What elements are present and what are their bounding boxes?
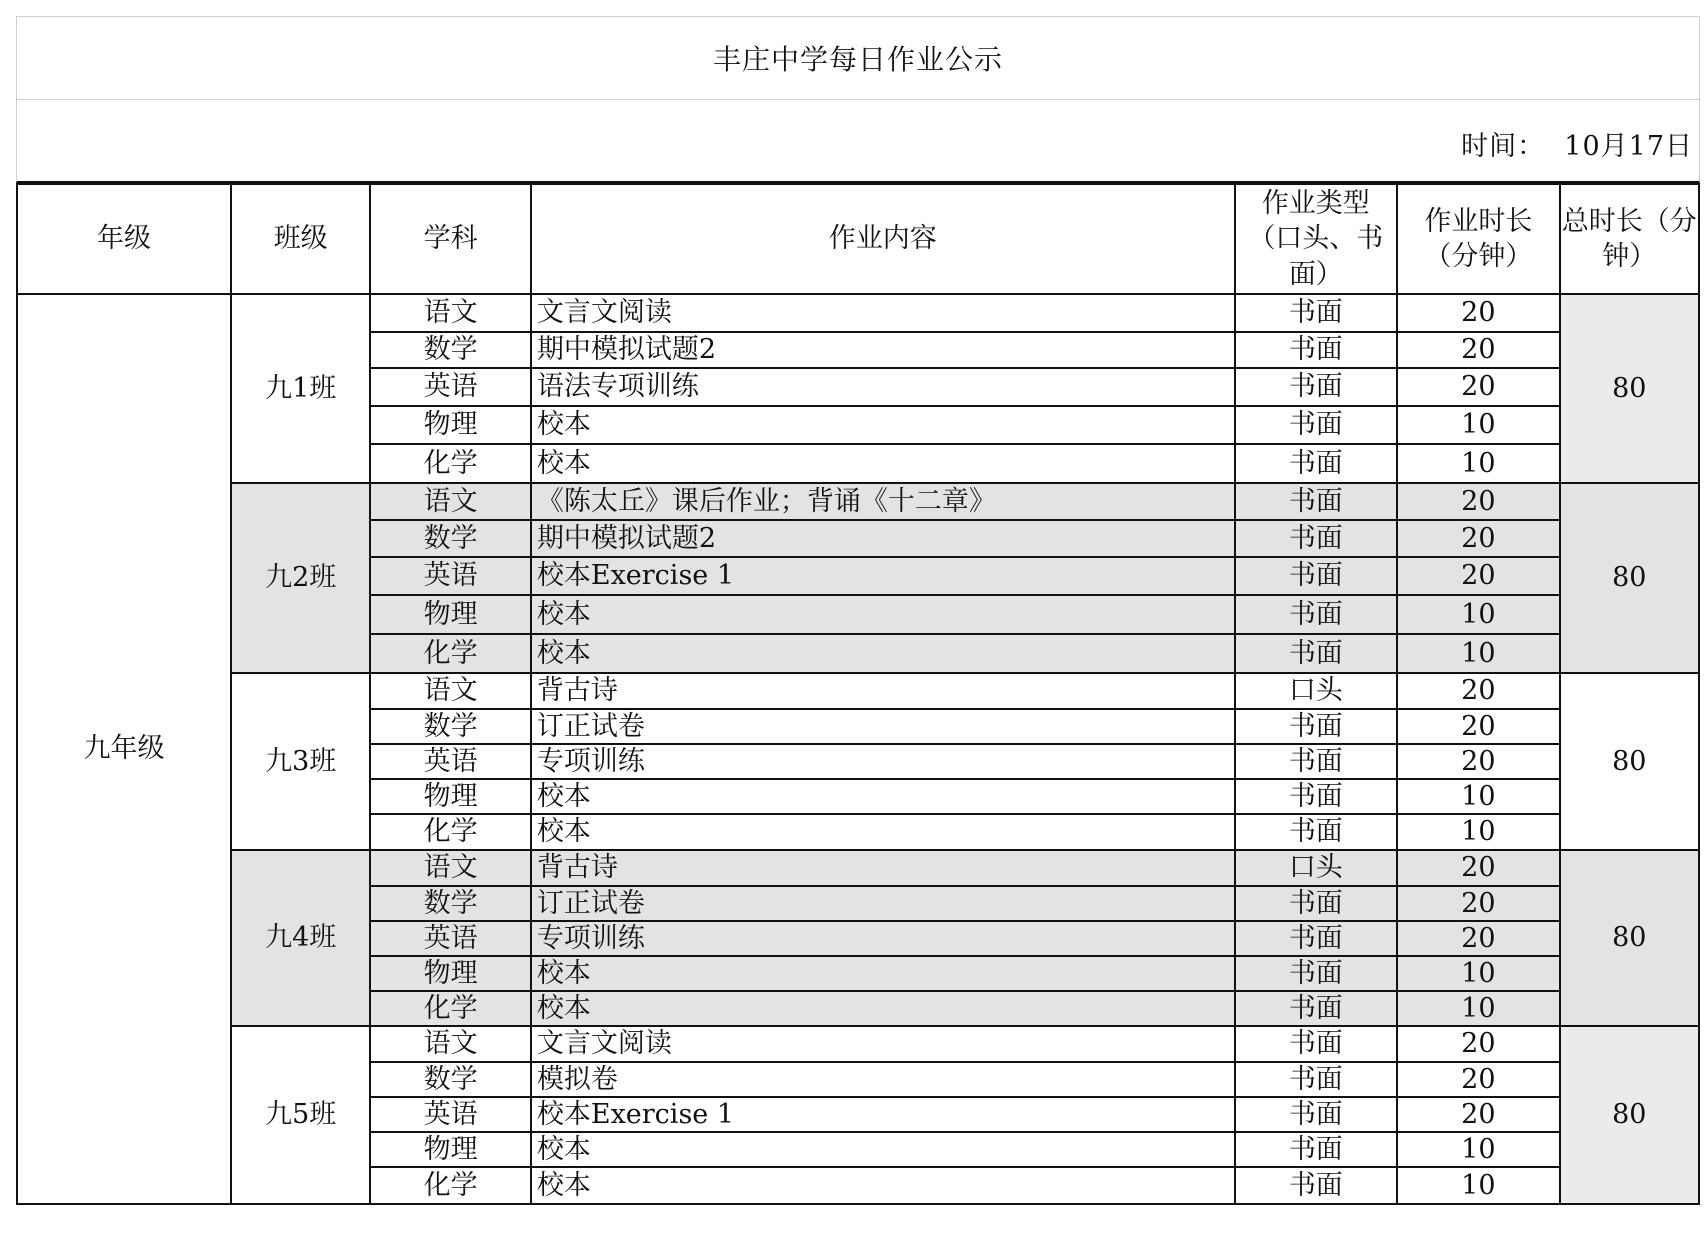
minutes-cell: 20	[1397, 1097, 1560, 1132]
content-cell: 校本	[531, 1132, 1235, 1167]
subject-cell: 语文	[370, 673, 531, 709]
type-cell: 书面	[1235, 483, 1398, 520]
class-name-cell: 九4班	[231, 850, 370, 1026]
subject-cell: 物理	[370, 779, 531, 814]
type-cell: 书面	[1235, 332, 1398, 368]
content-cell: 订正试卷	[531, 886, 1235, 921]
subject-cell: 数学	[370, 332, 531, 368]
class-total-cell: 80	[1560, 850, 1699, 1026]
header-type: 作业类型（口头、书面）	[1235, 184, 1398, 294]
date-display	[1461, 124, 1693, 163]
content-cell: 校本Exercise 1	[531, 557, 1235, 595]
table-row	[17, 673, 1699, 709]
content-cell: 背古诗	[531, 673, 1235, 709]
minutes-cell: 10	[1397, 595, 1560, 634]
date-row	[16, 100, 1700, 183]
subject-cell: 化学	[370, 991, 531, 1026]
header-class: 班级	[231, 184, 370, 294]
minutes-cell: 10	[1397, 1132, 1560, 1167]
subject-cell: 英语	[370, 744, 531, 779]
content-cell: 语法专项训练	[531, 368, 1235, 406]
type-cell: 书面	[1235, 1167, 1398, 1204]
type-cell: 书面	[1235, 1097, 1398, 1132]
content-cell: 校本	[531, 444, 1235, 483]
minutes-cell: 20	[1397, 921, 1560, 956]
content-cell: 校本	[531, 779, 1235, 814]
class-name-cell: 九2班	[231, 483, 370, 673]
table-row	[17, 294, 1699, 332]
minutes-cell: 10	[1397, 991, 1560, 1026]
subject-cell: 化学	[370, 814, 531, 850]
content-cell: 期中模拟试题2	[531, 520, 1235, 557]
grade-cell: 九年级	[17, 294, 231, 1204]
type-cell: 书面	[1235, 444, 1398, 483]
type-cell: 书面	[1235, 595, 1398, 634]
homework-table	[16, 183, 1700, 1205]
subject-cell: 英语	[370, 1097, 531, 1132]
class-total-cell: 80	[1560, 1026, 1699, 1204]
subject-cell: 物理	[370, 406, 531, 444]
minutes-cell: 10	[1397, 814, 1560, 850]
minutes-cell: 10	[1397, 956, 1560, 991]
type-cell: 书面	[1235, 1062, 1398, 1097]
type-cell: 口头	[1235, 850, 1398, 886]
homework-sheet	[16, 16, 1700, 1205]
date-value: 10月17日	[1564, 131, 1693, 162]
subject-cell: 语文	[370, 850, 531, 886]
minutes-cell: 20	[1397, 886, 1560, 921]
header-row	[17, 184, 1699, 294]
minutes-cell: 20	[1397, 557, 1560, 595]
header-subject: 学科	[370, 184, 531, 294]
content-cell: 订正试卷	[531, 709, 1235, 744]
subject-cell: 数学	[370, 1062, 531, 1097]
subject-cell: 物理	[370, 595, 531, 634]
minutes-cell: 20	[1397, 673, 1560, 709]
subject-cell: 英语	[370, 921, 531, 956]
content-cell: 校本	[531, 406, 1235, 444]
sheet-title: 丰庄中学每日作业公示	[712, 43, 1003, 76]
content-cell: 校本	[531, 814, 1235, 850]
minutes-cell: 20	[1397, 1026, 1560, 1062]
content-cell: 校本Exercise 1	[531, 1097, 1235, 1132]
subject-cell: 物理	[370, 956, 531, 991]
class-total-cell: 80	[1560, 294, 1699, 483]
content-cell: 校本	[531, 595, 1235, 634]
title-row	[16, 16, 1700, 100]
minutes-cell: 20	[1397, 483, 1560, 520]
subject-cell: 数学	[370, 520, 531, 557]
type-cell: 书面	[1235, 886, 1398, 921]
date-label: 时间：	[1461, 131, 1546, 162]
table-row	[17, 850, 1699, 886]
minutes-cell: 10	[1397, 1167, 1560, 1204]
table-row	[17, 483, 1699, 520]
content-cell: 期中模拟试题2	[531, 332, 1235, 368]
type-cell: 书面	[1235, 779, 1398, 814]
minutes-cell: 20	[1397, 744, 1560, 779]
type-cell: 书面	[1235, 1026, 1398, 1062]
content-cell: 校本	[531, 634, 1235, 673]
type-cell: 书面	[1235, 921, 1398, 956]
minutes-cell: 20	[1397, 332, 1560, 368]
type-cell: 书面	[1235, 368, 1398, 406]
minutes-cell: 20	[1397, 1062, 1560, 1097]
class-name-cell: 九3班	[231, 673, 370, 850]
minutes-cell: 20	[1397, 709, 1560, 744]
type-cell: 口头	[1235, 673, 1398, 709]
type-cell: 书面	[1235, 634, 1398, 673]
type-cell: 书面	[1235, 520, 1398, 557]
minutes-cell: 20	[1397, 294, 1560, 332]
subject-cell: 化学	[370, 444, 531, 483]
header-total: 总时长（分钟）	[1560, 184, 1699, 294]
content-cell: 专项训练	[531, 921, 1235, 956]
subject-cell: 数学	[370, 709, 531, 744]
subject-cell: 化学	[370, 634, 531, 673]
minutes-cell: 20	[1397, 368, 1560, 406]
content-cell: 校本	[531, 1167, 1235, 1204]
type-cell: 书面	[1235, 1132, 1398, 1167]
content-cell: 校本	[531, 956, 1235, 991]
subject-cell: 语文	[370, 1026, 531, 1062]
type-cell: 书面	[1235, 294, 1398, 332]
subject-cell: 数学	[370, 886, 531, 921]
type-cell: 书面	[1235, 557, 1398, 595]
class-total-cell: 80	[1560, 673, 1699, 850]
minutes-cell: 10	[1397, 406, 1560, 444]
header-duration: 作业时长（分钟）	[1397, 184, 1560, 294]
type-cell: 书面	[1235, 709, 1398, 744]
type-cell: 书面	[1235, 956, 1398, 991]
content-cell: 文言文阅读	[531, 1026, 1235, 1062]
content-cell: 《陈太丘》课后作业；背诵《十二章》	[531, 483, 1235, 520]
content-cell: 文言文阅读	[531, 294, 1235, 332]
subject-cell: 语文	[370, 294, 531, 332]
type-cell: 书面	[1235, 991, 1398, 1026]
subject-cell: 英语	[370, 368, 531, 406]
table-body	[17, 294, 1699, 1204]
type-cell: 书面	[1235, 406, 1398, 444]
class-total-cell: 80	[1560, 483, 1699, 673]
header-content: 作业内容	[531, 184, 1235, 294]
class-name-cell: 九5班	[231, 1026, 370, 1204]
subject-cell: 物理	[370, 1132, 531, 1167]
class-name-cell: 九1班	[231, 294, 370, 483]
content-cell: 校本	[531, 991, 1235, 1026]
minutes-cell: 10	[1397, 634, 1560, 673]
minutes-cell: 10	[1397, 779, 1560, 814]
table-row	[17, 1026, 1699, 1062]
type-cell: 书面	[1235, 744, 1398, 779]
header-grade: 年级	[17, 184, 231, 294]
content-cell: 背古诗	[531, 850, 1235, 886]
subject-cell: 语文	[370, 483, 531, 520]
content-cell: 专项训练	[531, 744, 1235, 779]
minutes-cell: 10	[1397, 444, 1560, 483]
subject-cell: 化学	[370, 1167, 531, 1204]
type-cell: 书面	[1235, 814, 1398, 850]
minutes-cell: 20	[1397, 850, 1560, 886]
subject-cell: 英语	[370, 557, 531, 595]
content-cell: 模拟卷	[531, 1062, 1235, 1097]
minutes-cell: 20	[1397, 520, 1560, 557]
